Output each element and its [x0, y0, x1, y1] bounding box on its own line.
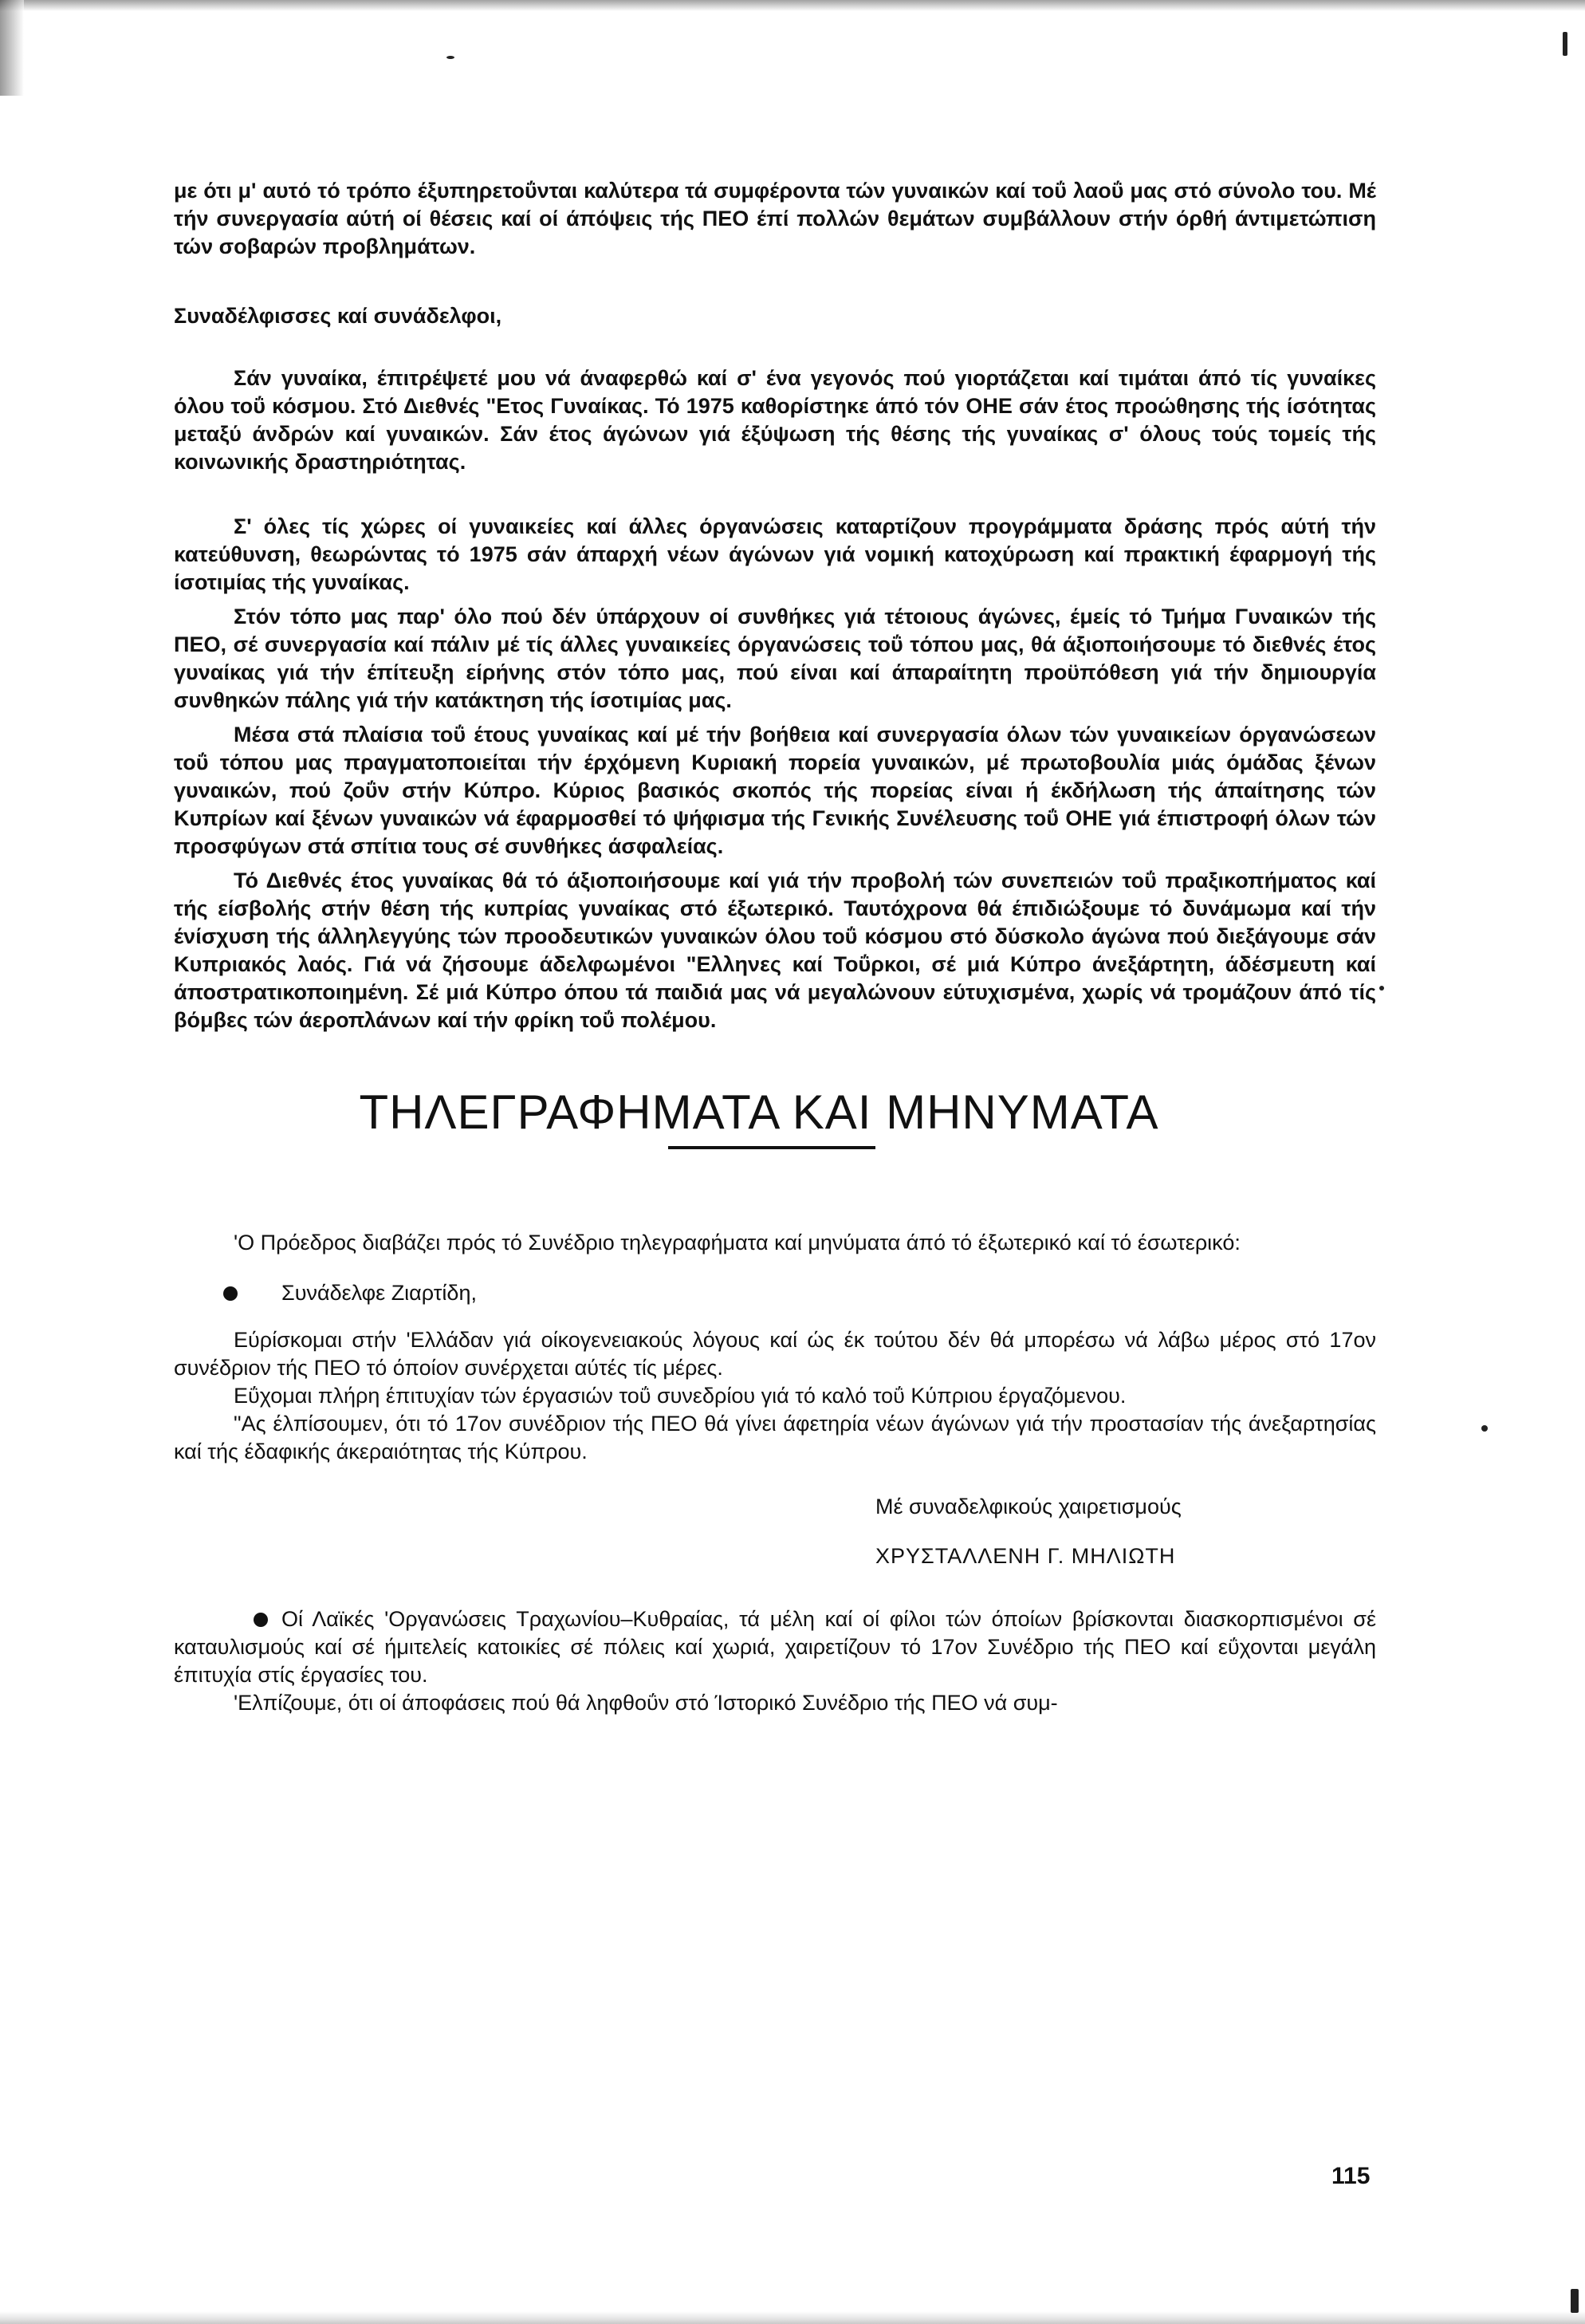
message-paragraph: Εΰχομαι πλήρη έπιτυχίαν τών έργασιών τοΰ συνεδρίου γιά τό καλό τοΰ Κύπριου έργαζόμενου. — [234, 1384, 1127, 1408]
scan-speck — [1379, 986, 1384, 991]
bullet-icon — [223, 1286, 238, 1301]
section-heading: ΤΗΛΕΓΡΑΦΗΜΑΤΑ ΚΑΙ ΜΗΝΥΜΑΤΑ — [359, 1085, 1159, 1139]
paragraph-programs: Σ' όλες τίς χώρες οί γυναικείες καί άλλες όργανώσεις καταρτίζουν προγράμματα δράσης πρός αύτή τήν κατεύθυνση, θεωρώντας τό 1975 σάν άπαρχή νέων άγώνων γιά νομική κατοχύρωση καί πρακτική έφαρμογή τής ίσοτιμίας τής γυναίκας. — [174, 514, 1376, 594]
scan-speck — [1563, 32, 1567, 56]
paragraph-march: Μέσα στά πλαίσια τοΰ έτους γυναίκας καί μέ τήν βοήθεια καί συνεργασία όλων τών γυναικείων όργανώσεων τοΰ τόπου μας πραγματοποιείται τήν έρχόμενη Κυριακή πορεία γυναικών, μέ πρωτοβουλία μιάς όμάδας ξένων γυναικών, πού ζοΰν στήν Κύπρο. Κύριος βασικός σκοπός τής πορείας είναι ή έκδήλωση τής άπαίτησης τών Κυπρίων καί ξένων γυναικών νά έφαρμοσθεί τό ψήφισμα τής Γενικής Συνέλευσης τοΰ ΟΗΕ γιά έπιστροφή όλων τών προσφύγων στά σπίτια τους σέ συνθήκες άσφαλείας. — [174, 723, 1376, 858]
heading-underline — [668, 1146, 875, 1149]
paragraph-womens-year: Σάν γυναίκα, έπιτρέψετέ μου νά άναφερθώ καί σ' ένα γεγονός πού γιορτάζεται καί τιμάται άπό τίς γυναίκες όλου τοΰ κόσμου. Στό Διεθνές "Ετος Γυναίκας. Τό 1975 καθορίστηκε άπό τόν ΟΗΕ σάν έτος προώθησης τής ίσότητας μεταξύ άνδρών καί γυναικών. Σάν έτος άγώνων γιά έξύψωση τής θέσης τής γυναίκας σ' όλους τούς τομείς τής κοινωνικής δραστηριότητας. — [174, 366, 1376, 474]
scan-edge-bottom — [0, 2311, 1585, 2324]
message-paragraph: "Ας έλπίσουμεν, ότι τό 17ον συνέδριον τής ΠΕΟ θά γίνει άφετηρία νέων άγώνων γιά τήν προστασίαν τής άνεξαρτησίας καί τής έδαφικής άκεραιότητας τής Κύπρου. — [174, 1412, 1376, 1463]
paragraph-continuation: με ότι μ' αυτό τό τρόπο έξυπηρετοΰνται καλύτερα τά συμφέροντα τών γυναικών καί τοΰ λαοΰ μας στό σύνολο του. Μέ τήν συνεργασία αύτή οί θέσεις καί οί άπόψεις τής ΠΕΟ έπί πολλών θεμάτων συμβάλλουν στήν όρθή άντιμετώπιση τών σοβαρών προβλημάτων. — [174, 179, 1376, 258]
scan-edge-top — [0, 0, 1585, 11]
message-closing: Μέ συναδελφικούς χαιρετισμούς — [875, 1495, 1182, 1518]
message-signature: ΧΡΥΣΤΑΛΛΕΝΗ Γ. ΜΗΛΙΩΤΗ — [875, 1544, 1176, 1568]
intro-paragraph: 'Ο Πρόεδρος διαβάζει πρός τό Συνέδριο τηλεγραφήματα καί μηνύματα άπό τό έξωτερικό καί τό έσωτερικό: — [234, 1231, 1241, 1255]
bullet-icon — [254, 1613, 268, 1627]
page-number: 115 — [1331, 2163, 1371, 2189]
scan-speck — [1571, 2289, 1579, 2313]
paragraph-peo-womens-section: Στόν τόπο μας παρ' όλο πού δέν ύπάρχουν οί συνθήκες γιά τέτοιους άγώνες, έμείς τό Τμήμα Γυναικών τής ΠΕΟ, σέ συνεργασία καί πάλιν μέ τίς άλλες γυναικείες όργανώσεις τοΰ τόπου μας, θά άξιοποιήσουμε τό διεθνές έτος γυναίκας γιά τήν έπίτευξη είρήνης στόν τόπο μας, πού είναι καί άπαραίτητη προϋπόθεση γιά τήν δημιουργία συνθηκών πάλης γιά τήν κατάκτηση τής ίσοτιμίας μας. — [174, 605, 1376, 712]
message-greeting: Συνάδελφε Ζιαρτίδη, — [281, 1281, 477, 1305]
message-paragraph: Οί Λαϊκές 'Οργανώσεις Τραχωνίου–Κυθραίας, τά μέλη καί οί φίλοι τών όποίων βρίσκονται διασκορπισμένοι σέ καταυλισμούς καί σέ ήμιτελείς κατοικίες σέ πόλεις καί χωριά, χαιρετίζουν τό 17ον Συνέδριο τής ΠΕΟ καί εΰχονται μεγάλη έπιτυχία στίς έργασίες του. — [174, 1607, 1376, 1687]
page-body — [174, 177, 1376, 1717]
scan-speck — [446, 56, 454, 59]
message-2 — [174, 1605, 1376, 1689]
message-1 — [174, 1279, 1376, 1307]
message-paragraph: Εύρίσκομαι στήν 'Ελλάδαν γιά οίκογενειακούς λόγους καί ώς έκ τούτου δέν θά μπορέσω νά λάβω μέρος στό 17ον συνέδριον τής ΠΕΟ τό όποίον συνέρχεται αύτές τίς μέρες. — [174, 1328, 1376, 1380]
scan-edge-left — [0, 0, 24, 96]
salutation: Συναδέλφισσες καί συνάδελφοι, — [174, 304, 502, 328]
paragraph-solidarity: Τό Διεθνές έτος γυναίκας θά τό άξιοποιήσουμε καί γιά τήν προβολή τών συνεπειών τοΰ πραξικοπήματος καί τής είσβολής στήν θέση τής κυπρίας γυναίκας στό έξωτερικό. Ταυτόχρονα θά έπιδιώξουμε τό δυνάμωμα καί τήν ένίσχυση τής άλληλεγγύης τών προοδευτικών γυναικών όλου τοΰ κόσμου στό δύσκολο άγώνα πού διεξάγουμε σάν Κυπριακός λαός. Γιά νά ζήσουμε άδελφωμένοι "Ελληνες καί Τοΰρκοι, σέ μιά Κύπρο άνεξάρτητη, άδέσμευτη καί άποστρατικοποιημένη. Σέ μιά Κύπρο όπου τά παιδιά μας νά μεγαλώνουν εύτυχισμένα, χωρίς νά τρομάζουν άπό τίς βόμβες τών άεροπλάνων καί τήν φρίκη τοΰ πολέμου. — [174, 869, 1376, 1032]
message-paragraph: 'Ελπίζουμε, ότι οί άποφάσεις πού θά ληφθοΰν στό Ίστορικό Συνέδριο τής ΠΕΟ νά συμ- — [234, 1691, 1058, 1715]
scan-speck — [1481, 1425, 1488, 1432]
